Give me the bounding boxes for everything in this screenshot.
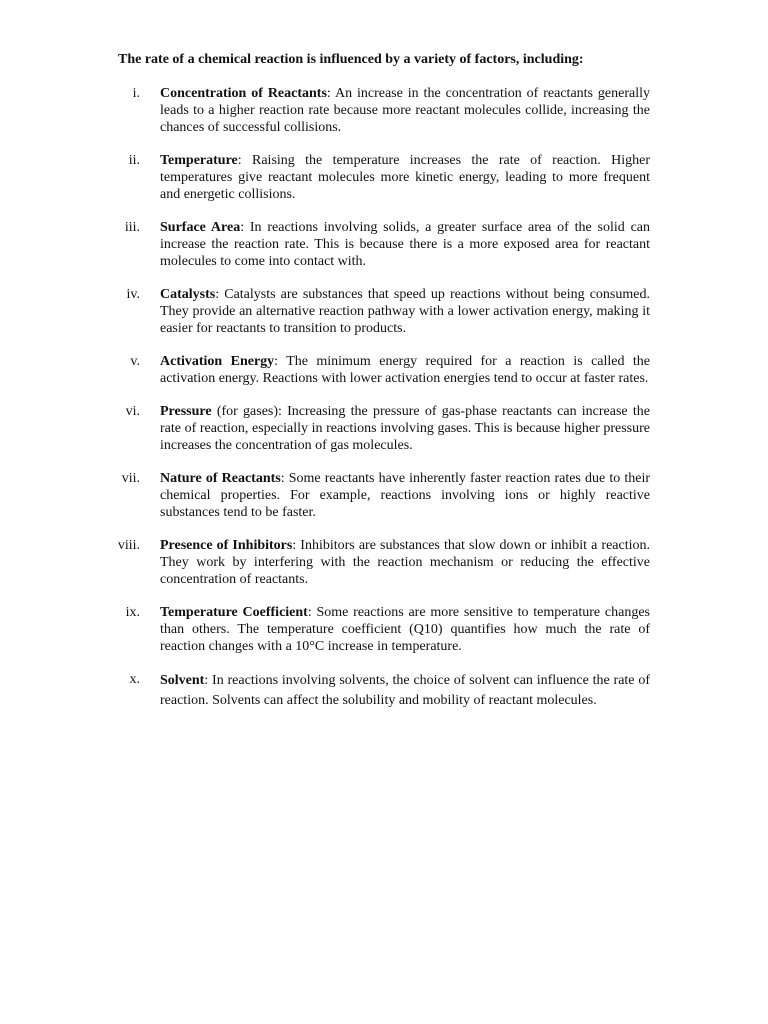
factor-term: Presence of Inhibitors — [160, 538, 293, 553]
factor-item — [108, 85, 668, 136]
factor-text — [160, 219, 650, 270]
factor-term: Catalysts — [160, 287, 216, 302]
factor-text — [160, 537, 650, 588]
factor-term: Temperature — [160, 153, 238, 168]
factor-qualifier: (for gases) — [211, 404, 279, 419]
factor-numeral: vi. — [125, 404, 140, 419]
factor-term: Nature of Reactants — [160, 471, 281, 486]
factor-term: Activation Energy — [160, 354, 275, 369]
factor-text — [160, 286, 650, 337]
factor-text — [160, 152, 650, 203]
factor-text — [160, 353, 650, 387]
factor-list — [108, 85, 668, 727]
factor-term: Concentration of Reactants — [160, 86, 327, 101]
factor-item — [108, 537, 668, 588]
factor-description: : Some reactions are more sensitive to temperature changes than others. The temperature coefficient (Q10) quantifies how much the rate of reaction changes with a 10°C increase in temperature. — [160, 605, 650, 654]
factor-item — [108, 470, 668, 521]
factor-numeral: iv. — [126, 287, 140, 302]
document-heading: The rate of a chemical reaction is influenced by a variety of factors, including: — [118, 52, 584, 67]
factor-item — [108, 353, 668, 387]
factor-item — [108, 286, 668, 337]
factor-term: Solvent — [160, 673, 205, 688]
factor-numeral: vii. — [121, 471, 140, 486]
factor-term: Temperature Coefficient — [160, 605, 308, 620]
factor-text — [160, 604, 650, 655]
factor-numeral: ix. — [125, 605, 140, 620]
factor-numeral: i. — [132, 86, 140, 101]
factor-description: : Inhibitors are substances that slow down or inhibit a reaction. They work by interfering with the reaction mechanism or reducing the effective concentration of reactants. — [160, 538, 650, 587]
factor-numeral: x. — [129, 672, 140, 687]
factor-description: : Catalysts are substances that speed up reactions without being consumed. They provide an alternative reaction pathway with a lower activation energy, making it easier for reactants to transition to products. — [160, 287, 650, 336]
factor-description: : Raising the temperature increases the rate of reaction. Higher temperatures give reactant molecules more kinetic energy, leading to more frequent and energetic collisions. — [160, 153, 650, 202]
factor-text — [160, 85, 650, 136]
factor-description: : The minimum energy required for a reaction is called the activation energy. Reactions with lower activation energies tend to occur at faster rates. — [160, 354, 651, 386]
factor-term: Surface Area — [160, 220, 241, 235]
factor-description: : Some reactants have inherently faster reaction rates due to their chemical properties. For example, reactions involving ions or highly reactive substances tend to be faster. — [160, 471, 650, 520]
factor-item — [108, 403, 668, 454]
factor-text — [160, 671, 650, 711]
factor-description: : An increase in the concentration of reactants generally leads to a higher reaction rate because more reactant molecules collide, increasing the chances of successful collisions. — [160, 86, 650, 135]
factor-item — [108, 219, 668, 270]
factor-description: : Increasing the pressure of gas-phase reactants can increase the rate of reaction, especially in reactions involving gases. This is because higher pressure increases the concentration of gas molecules. — [160, 404, 650, 453]
factor-term: Pressure — [160, 404, 212, 419]
factor-text — [160, 403, 650, 454]
factor-item — [108, 604, 668, 655]
factor-numeral: viii. — [117, 538, 140, 553]
factor-description: : In reactions involving solids, a greater surface area of the solid can increase the reaction rate. This is because there is a more exposed area for reactant molecules to come into contact with. — [160, 220, 651, 269]
factor-text — [160, 470, 650, 521]
factor-item — [108, 152, 668, 203]
factor-numeral: iii. — [124, 220, 140, 235]
factor-numeral: ii. — [128, 153, 140, 168]
factor-description: : In reactions involving solvents, the choice of solvent can influence the rate of reaction. Solvents can affect the solubility and mobility of reactant molecules. — [160, 673, 650, 708]
factor-item — [108, 671, 668, 711]
factor-numeral: v. — [130, 354, 140, 369]
